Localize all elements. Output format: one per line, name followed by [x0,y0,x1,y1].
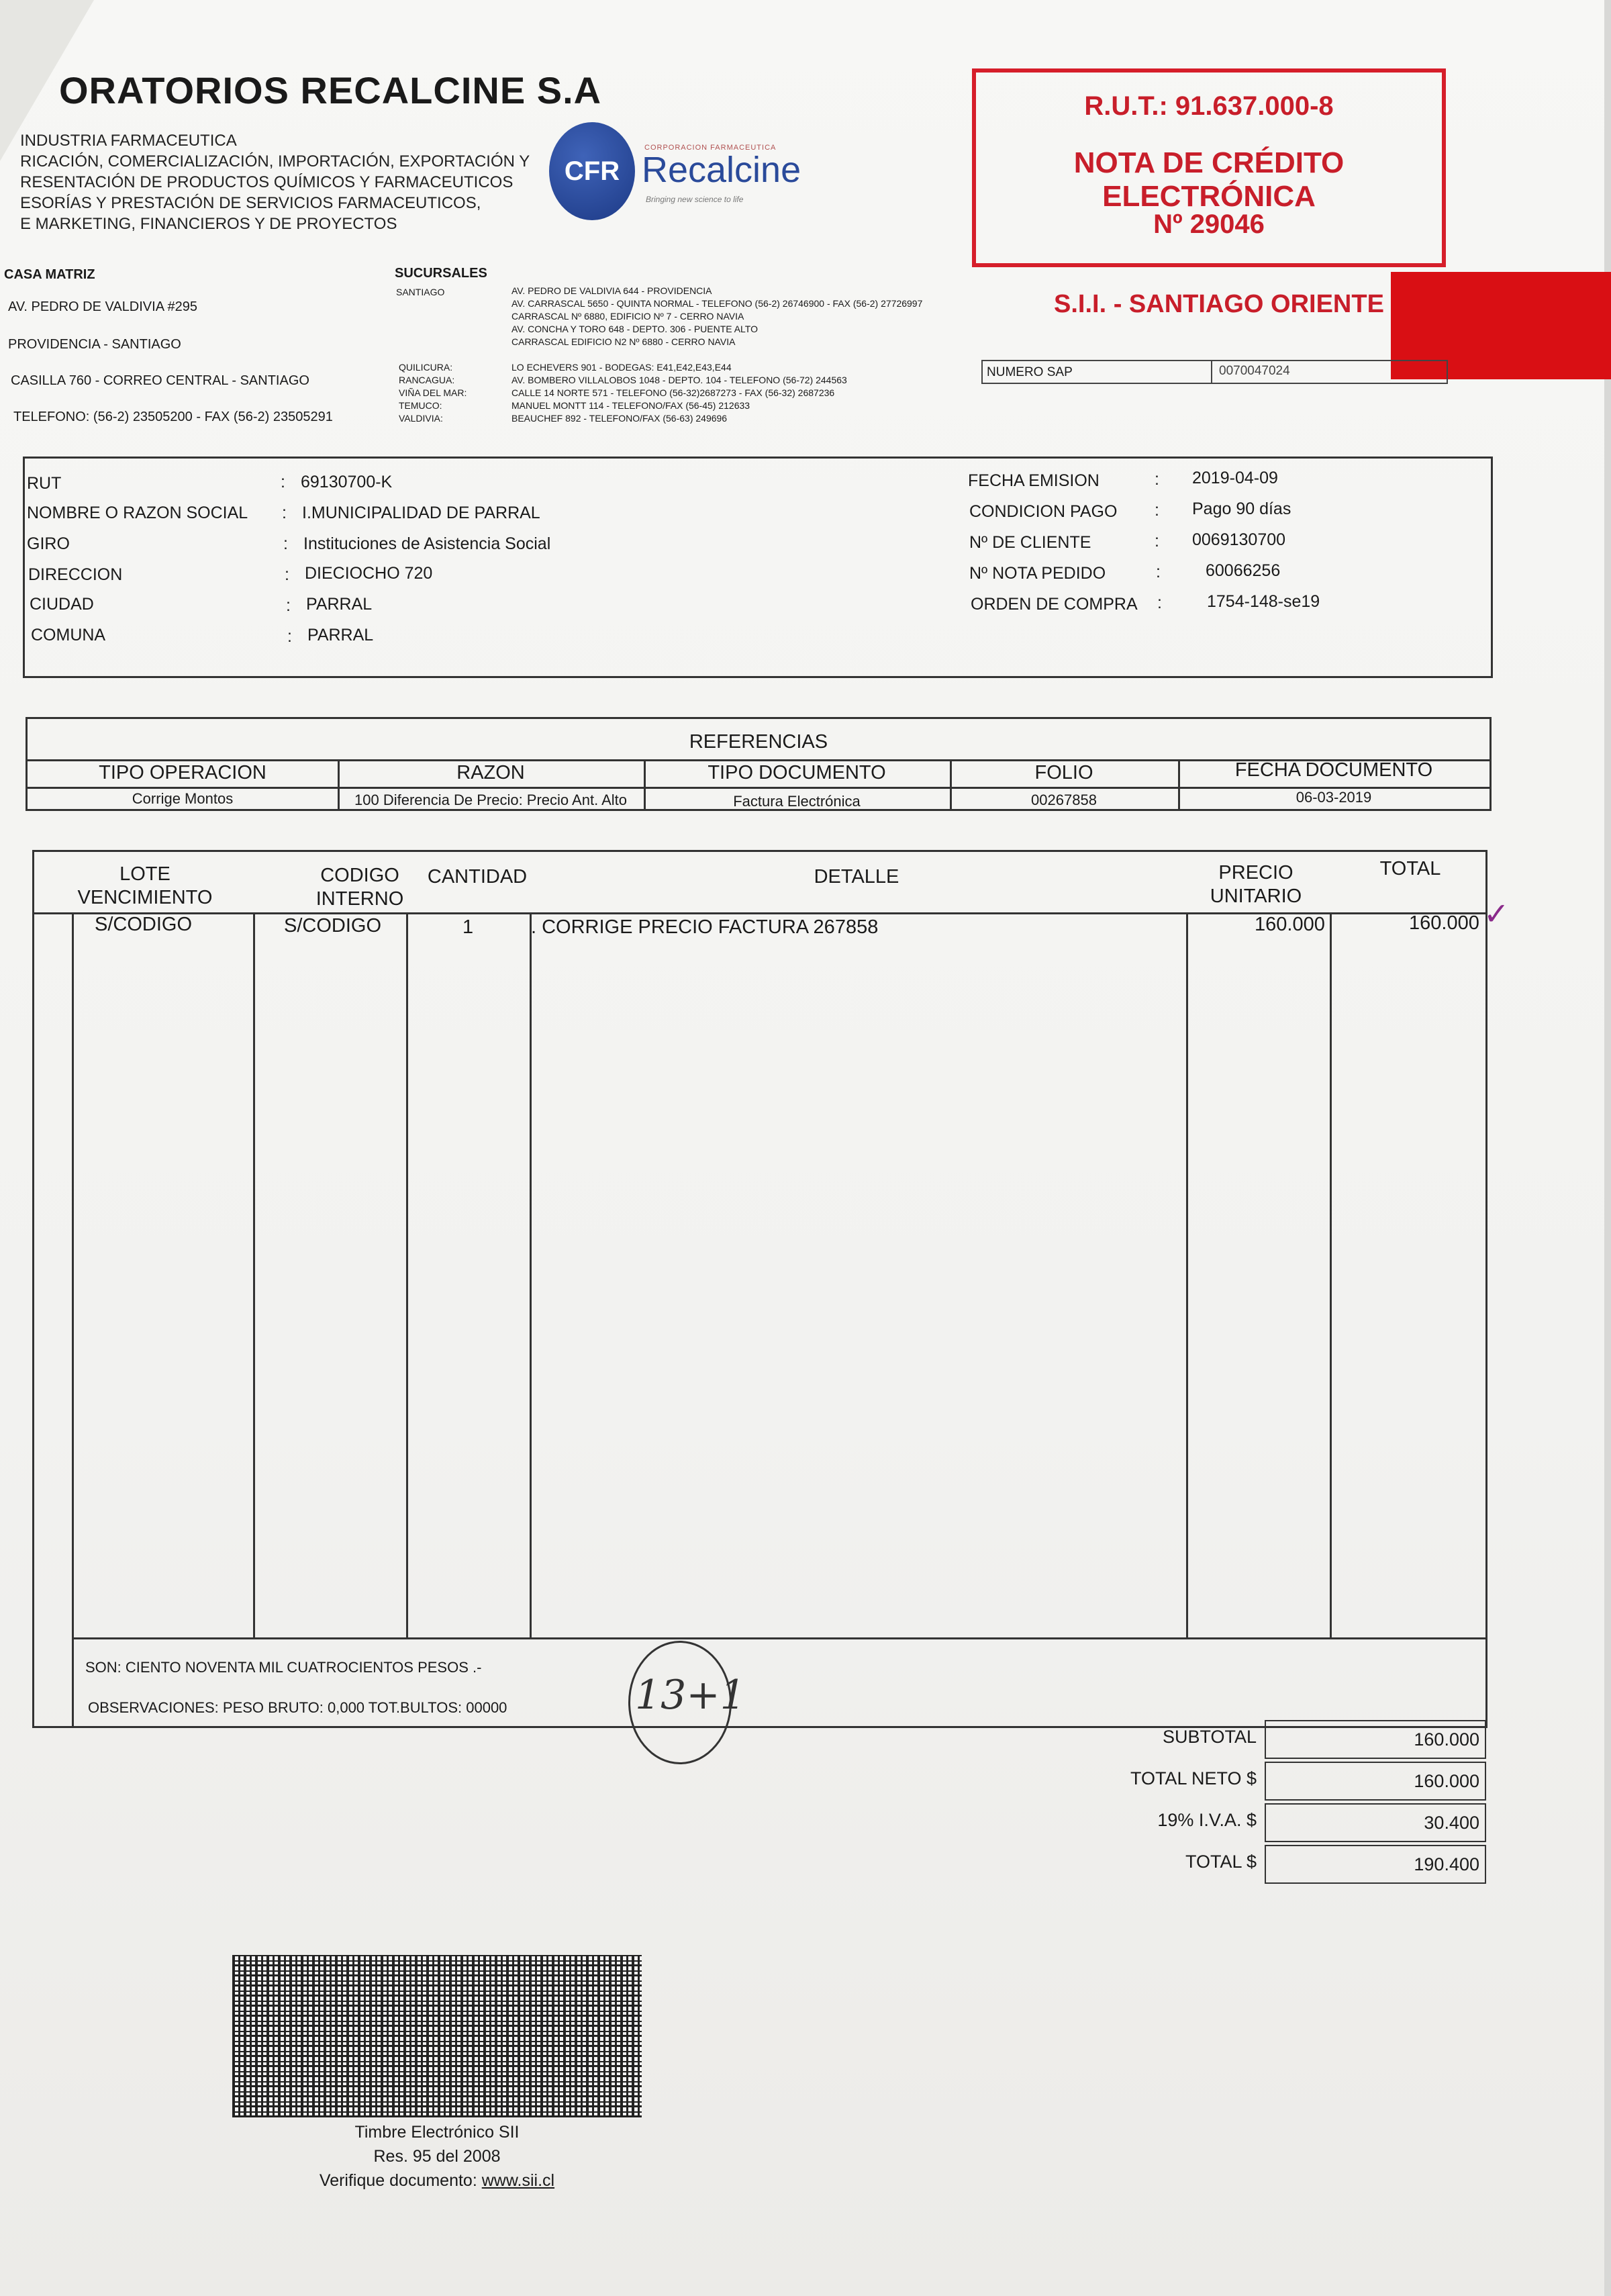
colon: : [1157,593,1162,612]
casa-matriz-line: TELEFONO: (56-2) 23505200 - FAX (56-2) 23505291 [13,410,333,424]
client-label: Nº NOTA PEDIDO [969,564,1106,583]
iva-label: 19% I.V.A. $ [1157,1810,1257,1830]
references-box [26,717,1492,811]
branch-address: CALLE 14 NORTE 571 - TELEFONO (56-32)2687273 - FAX (56-32) 2687236 [511,387,835,398]
client-label: RUT [27,474,62,493]
document-number: Nº 29046 [1153,209,1265,239]
ref-header-razon: RAZON [456,762,525,783]
pdf417-barcode [232,1955,642,2117]
subtotal-label: SUBTOTAL [1162,1727,1257,1747]
branch-address: CARRASCAL Nº 6880, EDIFICIO Nº 7 - CERRO NAVIA [511,311,744,322]
colon: : [1155,501,1159,520]
client-label: COMUNA [31,626,106,644]
colon: : [1155,532,1159,551]
subtotal-value: 160.000 [1265,1720,1486,1759]
grand-total-label: TOTAL $ [1185,1852,1257,1872]
tagline-line: RICACIÓN, COMERCIALIZACIÓN, IMPORTACIÓN, EXPORTACIÓN Y [20,152,530,171]
tagline-line: INDUSTRIA FARMACEUTICA [20,132,237,150]
client-label: FECHA EMISION [968,471,1100,490]
divider [406,912,408,1639]
branch-city: SANTIAGO [396,287,445,297]
ref-header-tipo-documento: TIPO DOCUMENTO [707,762,886,783]
client-giro: Instituciones de Asistencia Social [303,534,551,553]
item-precio: 160.000 [1255,914,1325,935]
grand-total-value: 190.400 [1265,1845,1486,1884]
branch-address: AV. BOMBERO VILLALOBOS 1048 - DEPTO. 104 - TELEFONO (56-72) 244563 [511,375,847,385]
branch-address: BEAUCHEF 892 - TELEFONO/FAX (56-63) 249696 [511,413,728,424]
divider [530,912,532,1639]
order-note-number: 60066256 [1206,561,1281,580]
sucursales-title: SUCURSALES [395,266,487,281]
colon: : [287,627,292,646]
sap-value: 0070047024 [1219,364,1290,378]
sii-link[interactable]: www.sii.cl [481,2171,555,2190]
item-detalle: . CORRIGE PRECIO FACTURA 267858 [531,916,879,938]
divider [72,1637,1485,1639]
item-codigo: S/CODIGO [284,915,382,937]
client-label: CIUDAD [30,595,94,614]
timbre-line2: Res. 95 del 2008 [373,2147,501,2166]
client-city: PARRAL [306,595,373,614]
ref-razon: 100 Diferencia De Precio: Precio Ant. Alto [354,792,627,808]
colon: : [285,565,289,584]
client-comuna: PARRAL [307,626,374,644]
branch-address: AV. PEDRO DE VALDIVIA 644 - PROVIDENCIA [511,285,712,296]
header-precio-line1: PRECIO [1218,862,1293,883]
sap-separator [1211,361,1212,383]
header-cantidad: CANTIDAD [427,866,528,888]
item-cantidad: 1 [462,916,474,938]
payment-condition: Pago 90 días [1192,499,1291,518]
ref-header-tipo-operacion: TIPO OPERACION [99,762,266,783]
header-precio [1169,861,1343,908]
branch-city: RANCAGUA: [399,375,455,385]
handwritten-note: 13+1 [635,1672,746,1719]
branch-city: VIÑA DEL MAR: [399,387,467,398]
sap-number-box [981,360,1448,384]
tagline-line: E MARKETING, FINANCIEROS Y DE PROYECTOS [20,215,397,233]
tagline-line: RESENTACIÓN DE PRODUCTOS QUÍMICOS Y FARMACEUTICOS [20,173,514,191]
divider [1330,912,1332,1639]
client-name: I.MUNICIPALIDAD DE PARRAL [302,504,540,522]
ref-tipo-documento: Factura Electrónica [733,793,861,810]
timbre-line3 [232,2171,642,2191]
branch-city: VALDIVIA: [399,413,443,424]
header-lote-line1: LOTE [119,863,170,885]
colon: : [1155,470,1159,489]
client-label: Nº DE CLIENTE [969,533,1091,552]
client-rut: 69130700-K [301,473,393,491]
colon: : [282,504,287,522]
divider [1186,912,1188,1639]
header-total: TOTAL [1379,858,1441,879]
colon: : [283,534,288,553]
sap-label: NUMERO SAP [987,365,1073,379]
logo-mark: CFR [549,122,635,220]
colon: : [1156,563,1161,581]
item-total: 160.000 [1409,912,1479,934]
client-label: NOMBRE O RAZON SOCIAL [27,504,248,522]
issuer-rut: R.U.T.: 91.637.000-8 [1084,91,1334,121]
net-total-value: 160.000 [1265,1762,1486,1801]
casa-matriz-line: CASILLA 760 - CORREO CENTRAL - SANTIAGO [11,373,309,388]
header-precio-line2: UNITARIO [1210,886,1302,907]
header-lote [48,863,242,910]
divider [253,912,255,1639]
casa-matriz-line: AV. PEDRO DE VALDIVIA #295 [8,299,197,314]
tagline-line: ESORÍAS Y PRESTACIÓN DE SERVICIOS FARMACEUTICOS, [20,194,481,212]
client-label: DIRECCION [28,565,123,584]
colon: : [281,473,285,491]
ref-folio: 00267858 [1031,792,1097,808]
branch-address: MANUEL MONTT 114 - TELEFONO/FAX (56-45) 212633 [511,400,750,411]
purchase-order: 1754-148-se19 [1207,592,1320,611]
company-name: ORATORIOS RECALCINE S.A [59,69,602,111]
document-type-box [972,68,1446,267]
colon: : [286,596,291,615]
logo-wordmark: Recalcine [642,150,801,190]
branch-city: TEMUCO: [399,400,442,411]
casa-matriz-title: CASA MATRIZ [4,267,95,282]
header-codigo-line1: CODIGO [320,865,399,886]
divider [72,912,74,1728]
header-lote-line2: VENCIMIENTO [77,887,213,908]
client-label: ORDEN DE COMPRA [971,595,1138,614]
timbre-line1: Timbre Electrónico SII [354,2123,520,2142]
branch-address: AV. CONCHA Y TORO 648 - DEPTO. 306 - PUENTE ALTO [511,324,758,334]
checkmark-annotation: ✓ [1483,896,1510,931]
client-label: GIRO [27,534,70,553]
ref-fecha: 06-03-2019 [1296,789,1372,806]
amount-in-words: SON: CIENTO NOVENTA MIL CUATROCIENTOS PESOS .- [85,1659,482,1676]
header-codigo-line2: INTERNO [315,888,404,910]
header-detalle: DETALLE [814,866,899,888]
branch-address: AV. CARRASCAL 5650 - QUINTA NORMAL - TELEFONO (56-2) 26746900 - FAX (56-2) 27726997 [511,298,923,309]
company-tagline [20,130,530,234]
branch-city: QUILICURA: [399,362,453,373]
casa-matriz-line: PROVIDENCIA - SANTIAGO [8,337,181,352]
logo-slogan: Bringing new science to life [646,195,744,204]
ref-header-folio: FOLIO [1034,762,1093,783]
document-type: NOTA DE CRÉDITO ELECTRÓNICA [1073,146,1345,213]
client-address: DIECIOCHO 720 [305,564,433,583]
ref-header-fecha: FECHA DOCUMENTO [1234,759,1433,781]
net-total-label: TOTAL NETO $ [1130,1768,1257,1788]
client-label: CONDICION PAGO [969,502,1118,521]
branch-address: LO ECHEVERS 901 - BODEGAS: E41,E42,E43,E44 [511,362,732,373]
sii-office: S.I.I. - SANTIAGO ORIENTE [1054,290,1384,318]
iva-value: 30.400 [1265,1803,1486,1842]
issue-date: 2019-04-09 [1192,469,1278,487]
client-number: 0069130700 [1192,530,1286,549]
branch-address: CARRASCAL EDIFICIO N2 Nº 6880 - CERRO NAVIA [511,336,736,347]
verify-prefix: Verifique documento: [319,2171,482,2190]
item-lote: S/CODIGO [95,914,193,935]
ref-tipo-operacion: Corrige Montos [132,790,234,807]
logo-small-text: CORPORACION FARMACEUTICA [644,144,777,152]
references-title: REFERENCIAS [689,731,828,753]
observations: OBSERVACIONES: PESO BRUTO: 0,000 TOT.BULTOS: 00000 [88,1699,507,1716]
items-table [32,850,1487,1728]
